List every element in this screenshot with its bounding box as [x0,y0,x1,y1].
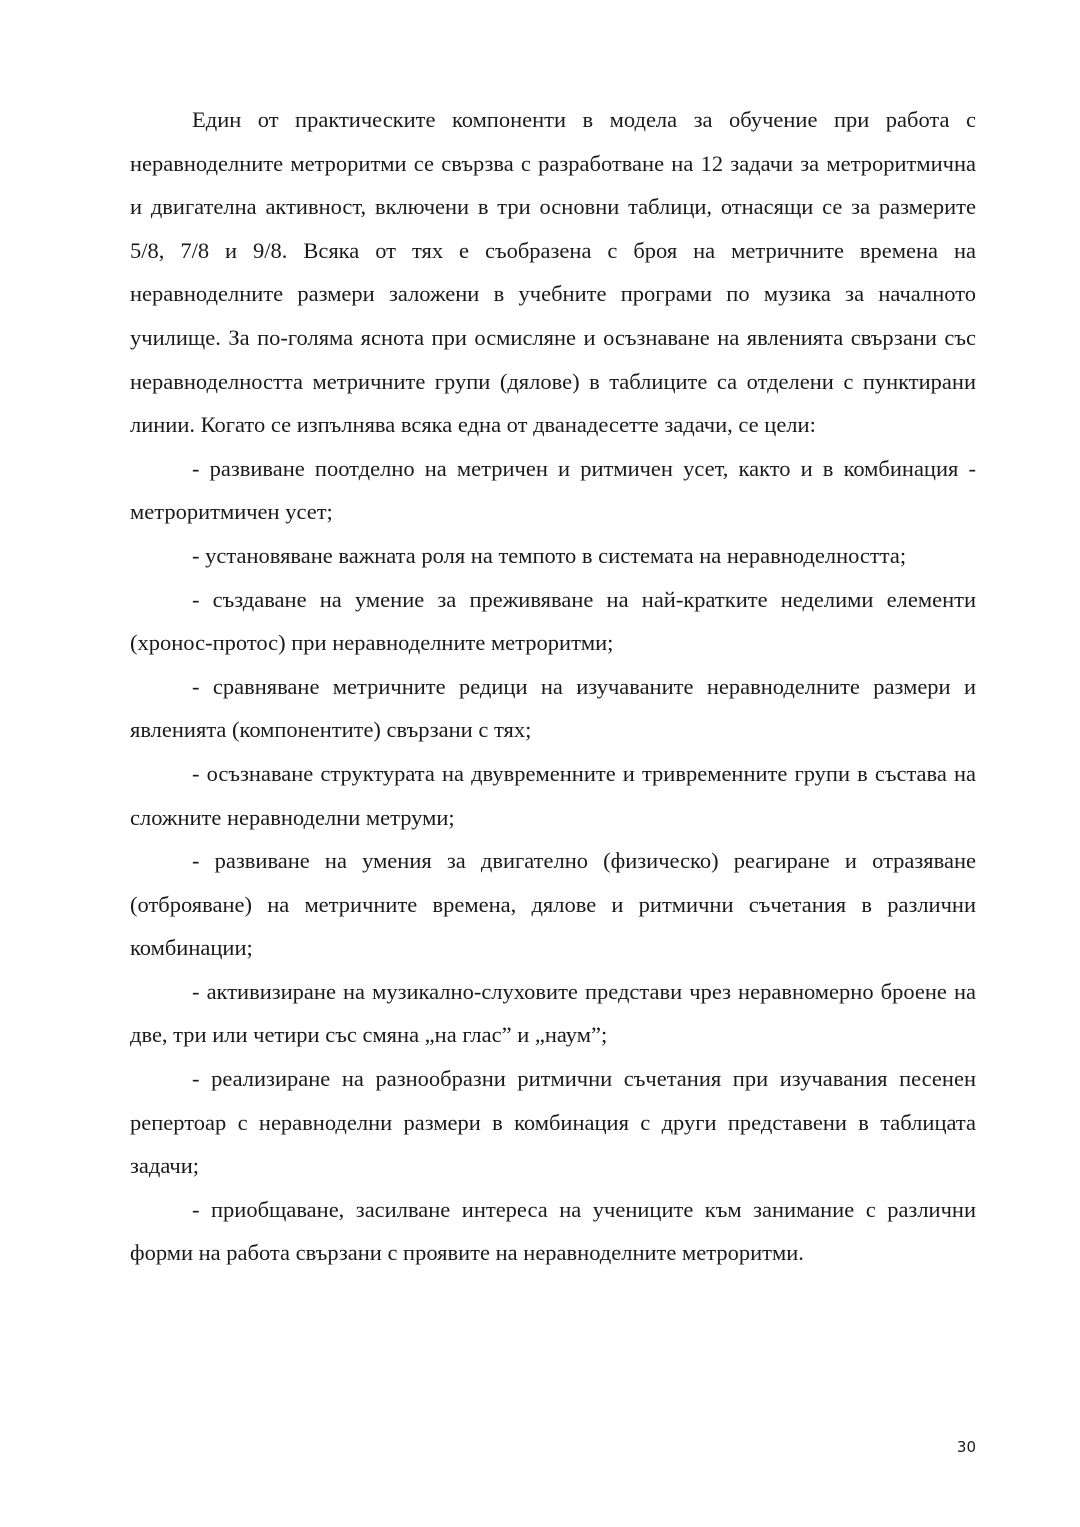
list-item: - приобщаване, засилване интереса на учениците към занимание с различни форми на работа свързани с проявите на неравноделните метроритми. [130,1196,976,1266]
list-item: - реализиране на разнообразни ритмични съчетания при изучавания песенен репертоар с неравноделни размери в комбинация с други представени в таблицата задачи; [130,1066,976,1179]
list-item: - осъзнаване структурата на двувременните и тривременните групи в състава на сложните неравноделни метруми; [130,760,976,830]
list-item: - развиване поотделно на метричен и ритмичен усет, както и в комбинация - метроритмичен усет; [130,455,976,525]
list-item: - сравняване метричните редици на изучаваните неравноделните размери и явленията (компонентите) свързани с тях; [130,673,976,743]
list-item: - развиване на умения за двигателно (физическо) реагиране и отразяване (отброяване) на метричните времена, дялове и ритмични съчетания в различни комбинации; [130,848,976,961]
list-item: - създаване на умение за преживяване на най-кратките неделими елементи (хронос-протос) при неравноделните метроритми; [130,586,976,656]
page-number: 30 [956,1438,976,1456]
list-item: - активизиране на музикално-слуховите представи чрез неравномерно броене на две, три или четири със смяна „на глас” и „наум”; [130,978,976,1048]
intro-paragraph: Един от практическите компоненти в модела за обучение при работа с неравноделните метроритми се свързва с разработване на 12 задачи за метроритмична и двигателна активност, включени в три основни таблици, отнасящи се за размерите 5/8, 7/8 и 9/8. Всяка от тях е съобразена с броя на метричните времена на неравноделните размери заложени в учебните програми по музика за началното училище. За по-голяма яснота при осмисляне и осъзнаване на явленията свързани със неравноделността метричните групи (дялове) в таблиците са отделени с пунктирани линии. Когато се изпълнява всяка една от дванадесетте задачи, се цели: [130,107,976,438]
body-text [130,98,976,1275]
list-item: - установяване важната роля на темпото в системата на неравноделността; [192,542,907,568]
